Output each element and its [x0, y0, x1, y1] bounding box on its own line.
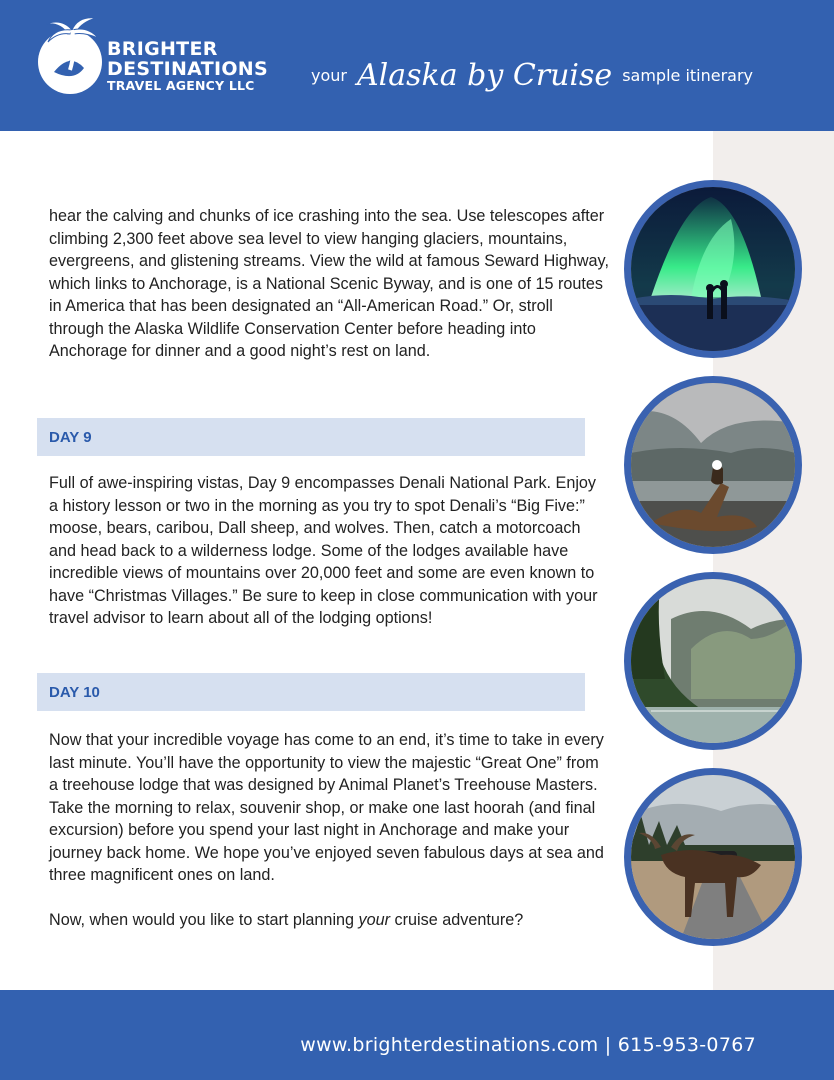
brand-line-3: TRAVEL AGENCY LLC: [107, 78, 255, 93]
day10-heading: DAY 10: [49, 684, 100, 701]
closing-question: [49, 909, 609, 932]
day9-heading: DAY 9: [49, 429, 92, 446]
day10-section: [49, 729, 609, 932]
fjord-mountains-photo: [624, 572, 802, 750]
closing-after: cruise adventure?: [390, 911, 524, 929]
header-bar: [0, 0, 834, 131]
brand-line-2: DESTINATIONS: [107, 58, 268, 80]
moose-road-photo: [624, 768, 802, 946]
closing-emphasis: your: [358, 911, 391, 929]
day10-heading-bar: [37, 673, 585, 711]
intro-section: [49, 205, 609, 363]
bald-eagle-driftwood-photo: [624, 376, 802, 554]
closing-before: Now, when would you like to start planning: [49, 911, 359, 929]
brand-line-1: BRIGHTER: [107, 38, 218, 60]
footer-bar: [0, 990, 834, 1080]
tagline-suffix: sample itinerary: [622, 66, 754, 85]
intro-paragraph: hear the calving and chunks of ice crashing into the sea. Use telescopes after climbing 2,300 feet above sea level to view hanging glaciers, mountains, evergreens, and glistening streams. View the wild at famous Seward Highway, which links to Anchorage, is a National Scenic Byway, and is one of 15 routes in America that has been designated an “All-American Road.” Or, stroll through the Alaska Wildlife Conservation Center before heading into Anchorage for dinner and a good night’s rest on land.: [49, 207, 609, 360]
day9-section: [49, 472, 609, 630]
footer-contact[interactable]: www.brighterdestinations.com | 615-953-0767: [300, 1034, 756, 1056]
brand-name: [107, 40, 268, 93]
day10-paragraph: Now that your incredible voyage has come to an end, it’s time to take in every last minute. You’ll have the opportunity to view the majestic “Great One” from a treehouse lodge that was designed by Animal Planet’s Treehouse Masters. Take the morning to relax, souvenir shop, or make one last hoorah (and final excursion) before you spend your last night in Anchorage and make your journey back home. We hope you’ve enjoyed seven fabulous days at sea and three magnificent ones on land.: [49, 731, 604, 884]
day9-paragraph: Full of awe-inspiring vistas, Day 9 encompasses Denali National Park. Enjoy a history lesson or two in the morning as you try to spot Denali’s “Big Five:” moose, bears, caribou, Dall sheep, and wolves. Then, catch a motorcoach and head back to a wilderness lodge. Some of the lodges available have incredible views of mountains over 20,000 feet and some are even known to have “Christmas Villages.” Be sure to keep in close communication with your travel advisor to learn about all of the lodging options!: [49, 474, 598, 627]
tagline: [311, 58, 753, 93]
palm-tree-globe-icon: [24, 12, 116, 98]
tagline-prefix: your: [311, 66, 347, 85]
day9-heading-bar: [37, 418, 585, 456]
aurora-couple-photo: [624, 180, 802, 358]
tagline-title: Alaska by Cruise: [356, 58, 613, 93]
